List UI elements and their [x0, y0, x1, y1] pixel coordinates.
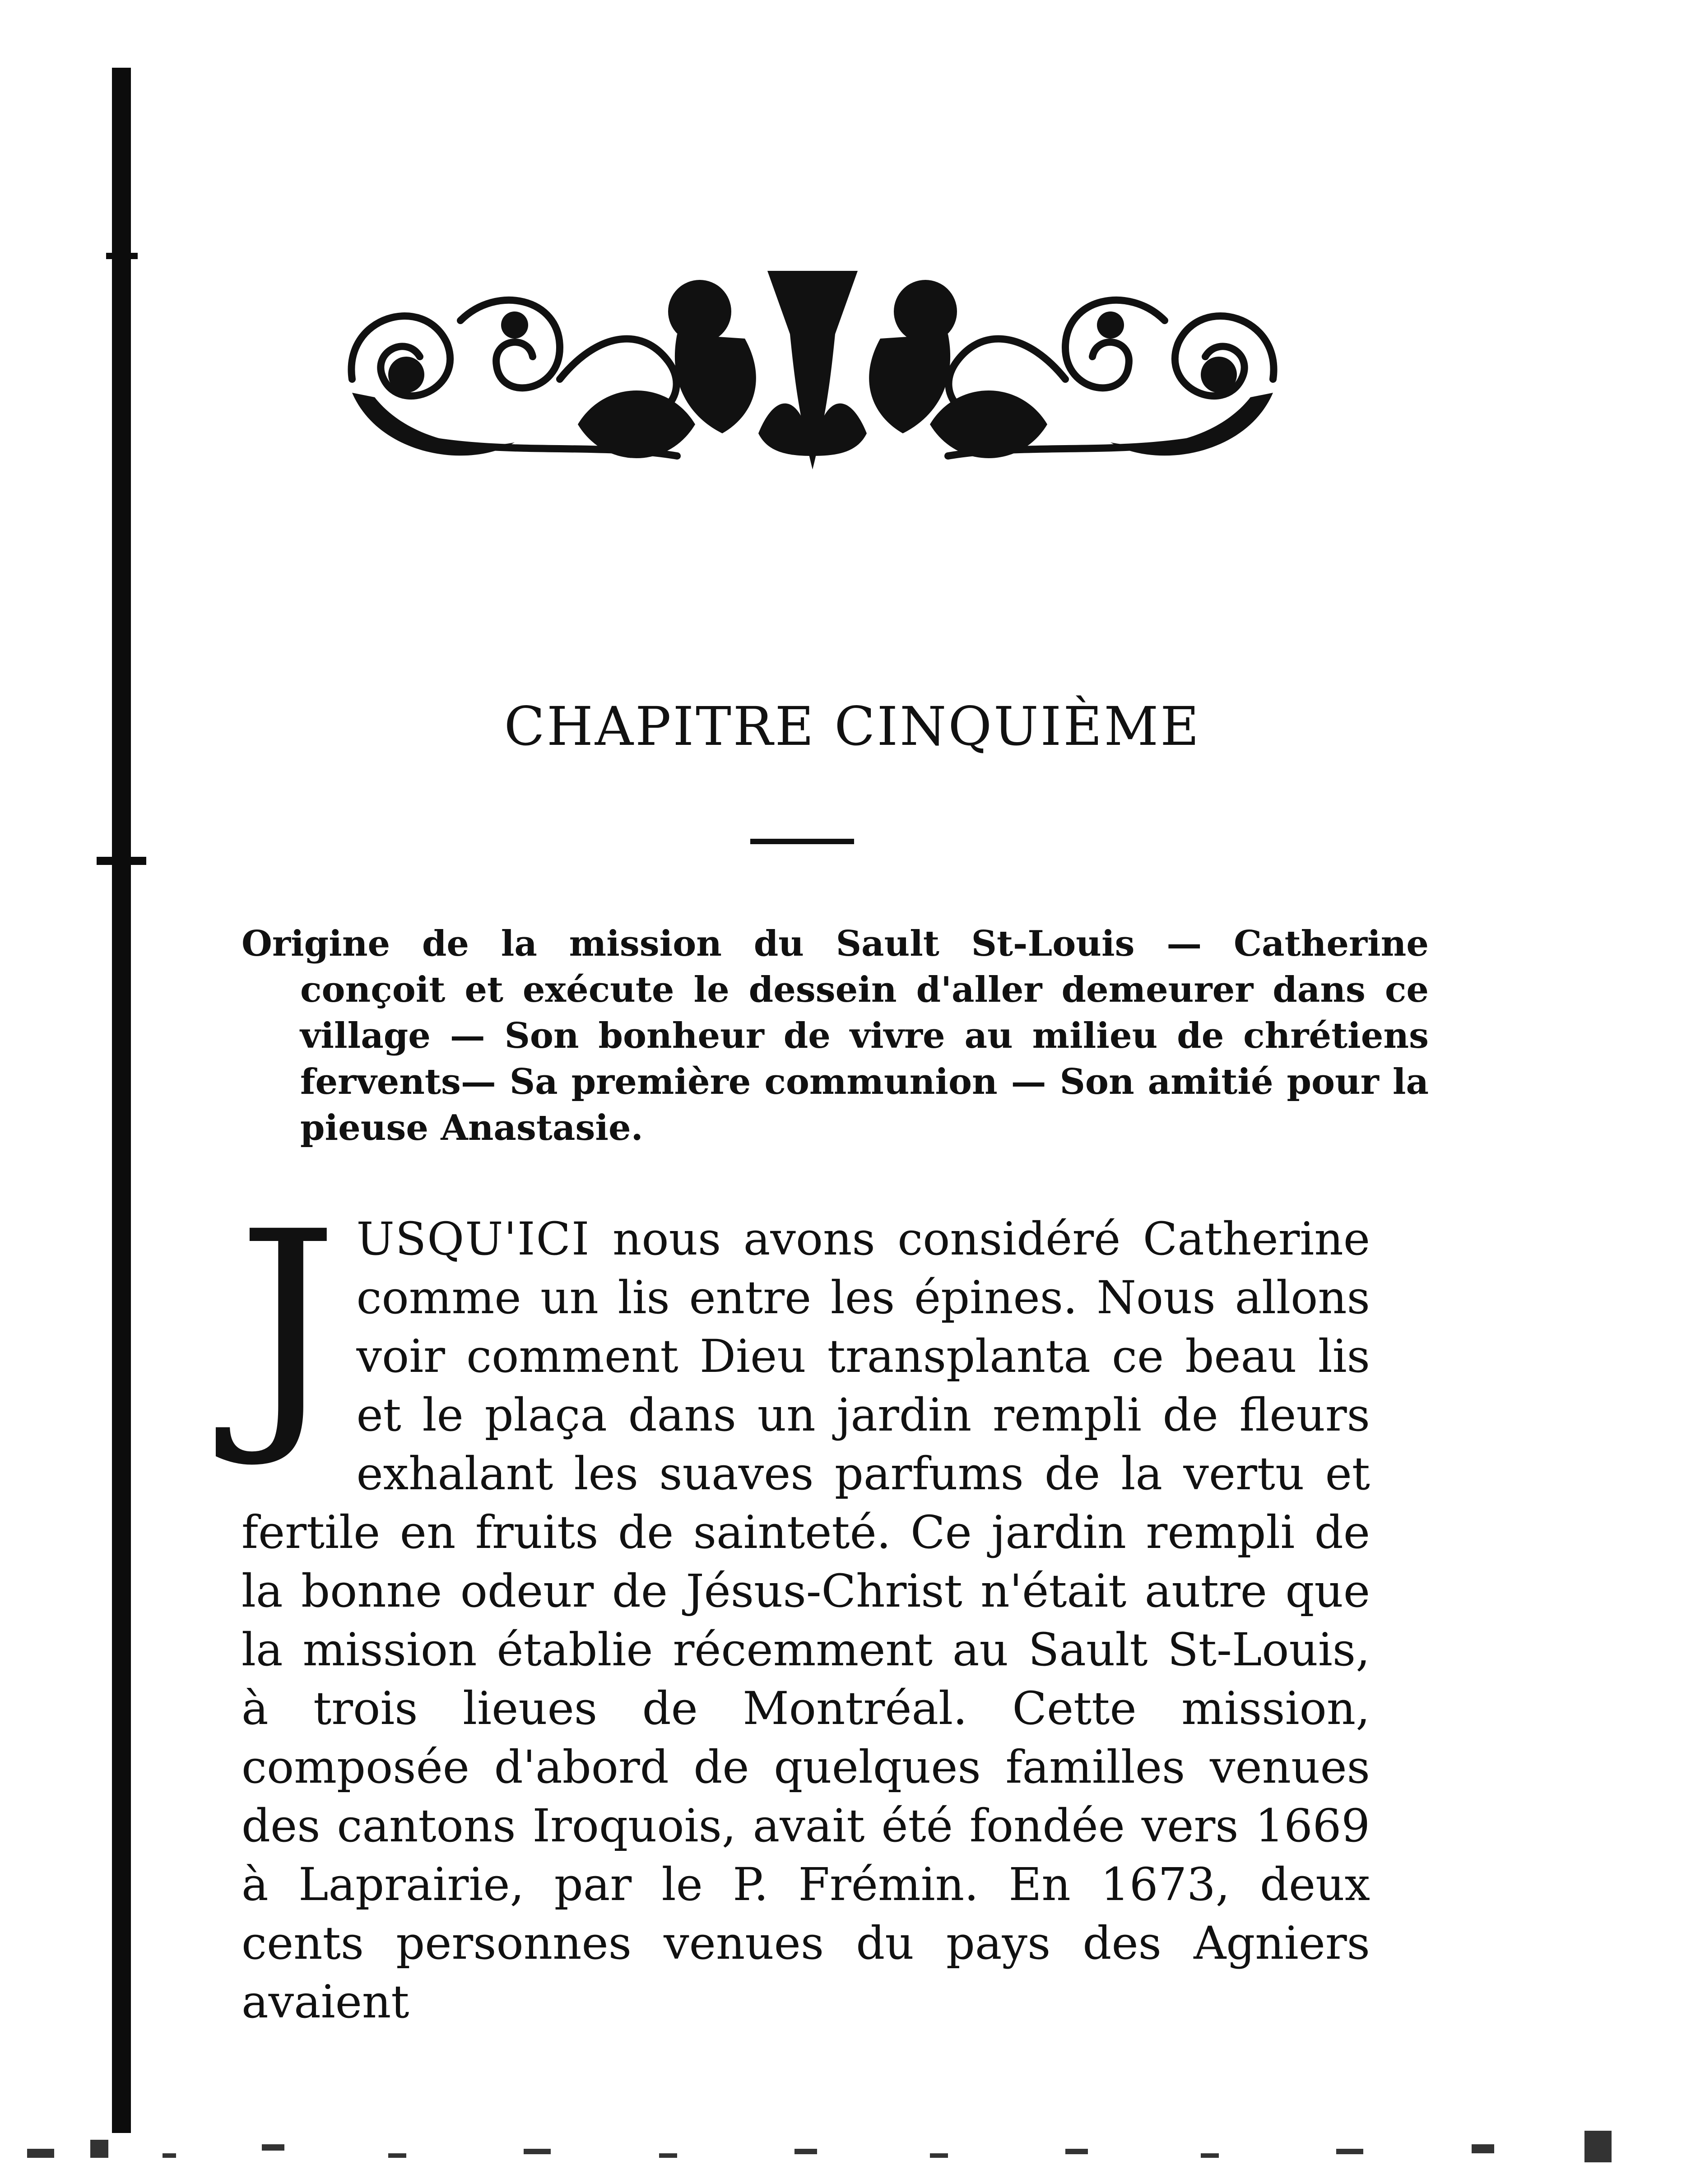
body-paragraph — [237, 1178, 1370, 2031]
binding-edge — [112, 68, 131, 2133]
chapter-summary: Origine de la mission du Sault St-Louis — Catherine conçoit et exécute le dessein d'aller demeurer dans ce village — Son bonheur de vivre au milieu de chrétiens fervents— Sa première communion — Son amitié pour la pieuse Anastasie. — [242, 923, 1429, 1148]
body-text: nous avons considéré Catherine comme un lis entre les épines. Nous allons voir comment Dieu transplanta ce beau lis et le plaça dans un jardin rempli de fleurs exhalant les suaves parfums de la vertu et fertile en fruits de sainteté. Ce jardin rempli de la bonne odeur de Jésus-Christ n'était autre que la mission établie récemment au Sault St-Louis, à trois lieues de Montréal. Cette mission, composée d'abord de quelques familles venues des cantons Iroquois, avait été fondée vers 1669 à Laprairie, par le P. Frémin. En 1673, deux cents personnes venues du pays des Agniers avaient — [242, 1213, 1370, 2028]
title-rule — [750, 839, 854, 844]
binding-mark — [97, 857, 146, 865]
cherub-foliage-headpiece-icon — [325, 244, 1300, 483]
chapter-title: CHAPITRE CINQUIÈME — [504, 695, 1201, 757]
scan-noise — [27, 2122, 1697, 2176]
lead-word: USQU'ICI — [356, 1213, 590, 1265]
binding-mark-upper — [106, 253, 138, 259]
drop-cap: J — [237, 1178, 339, 1472]
